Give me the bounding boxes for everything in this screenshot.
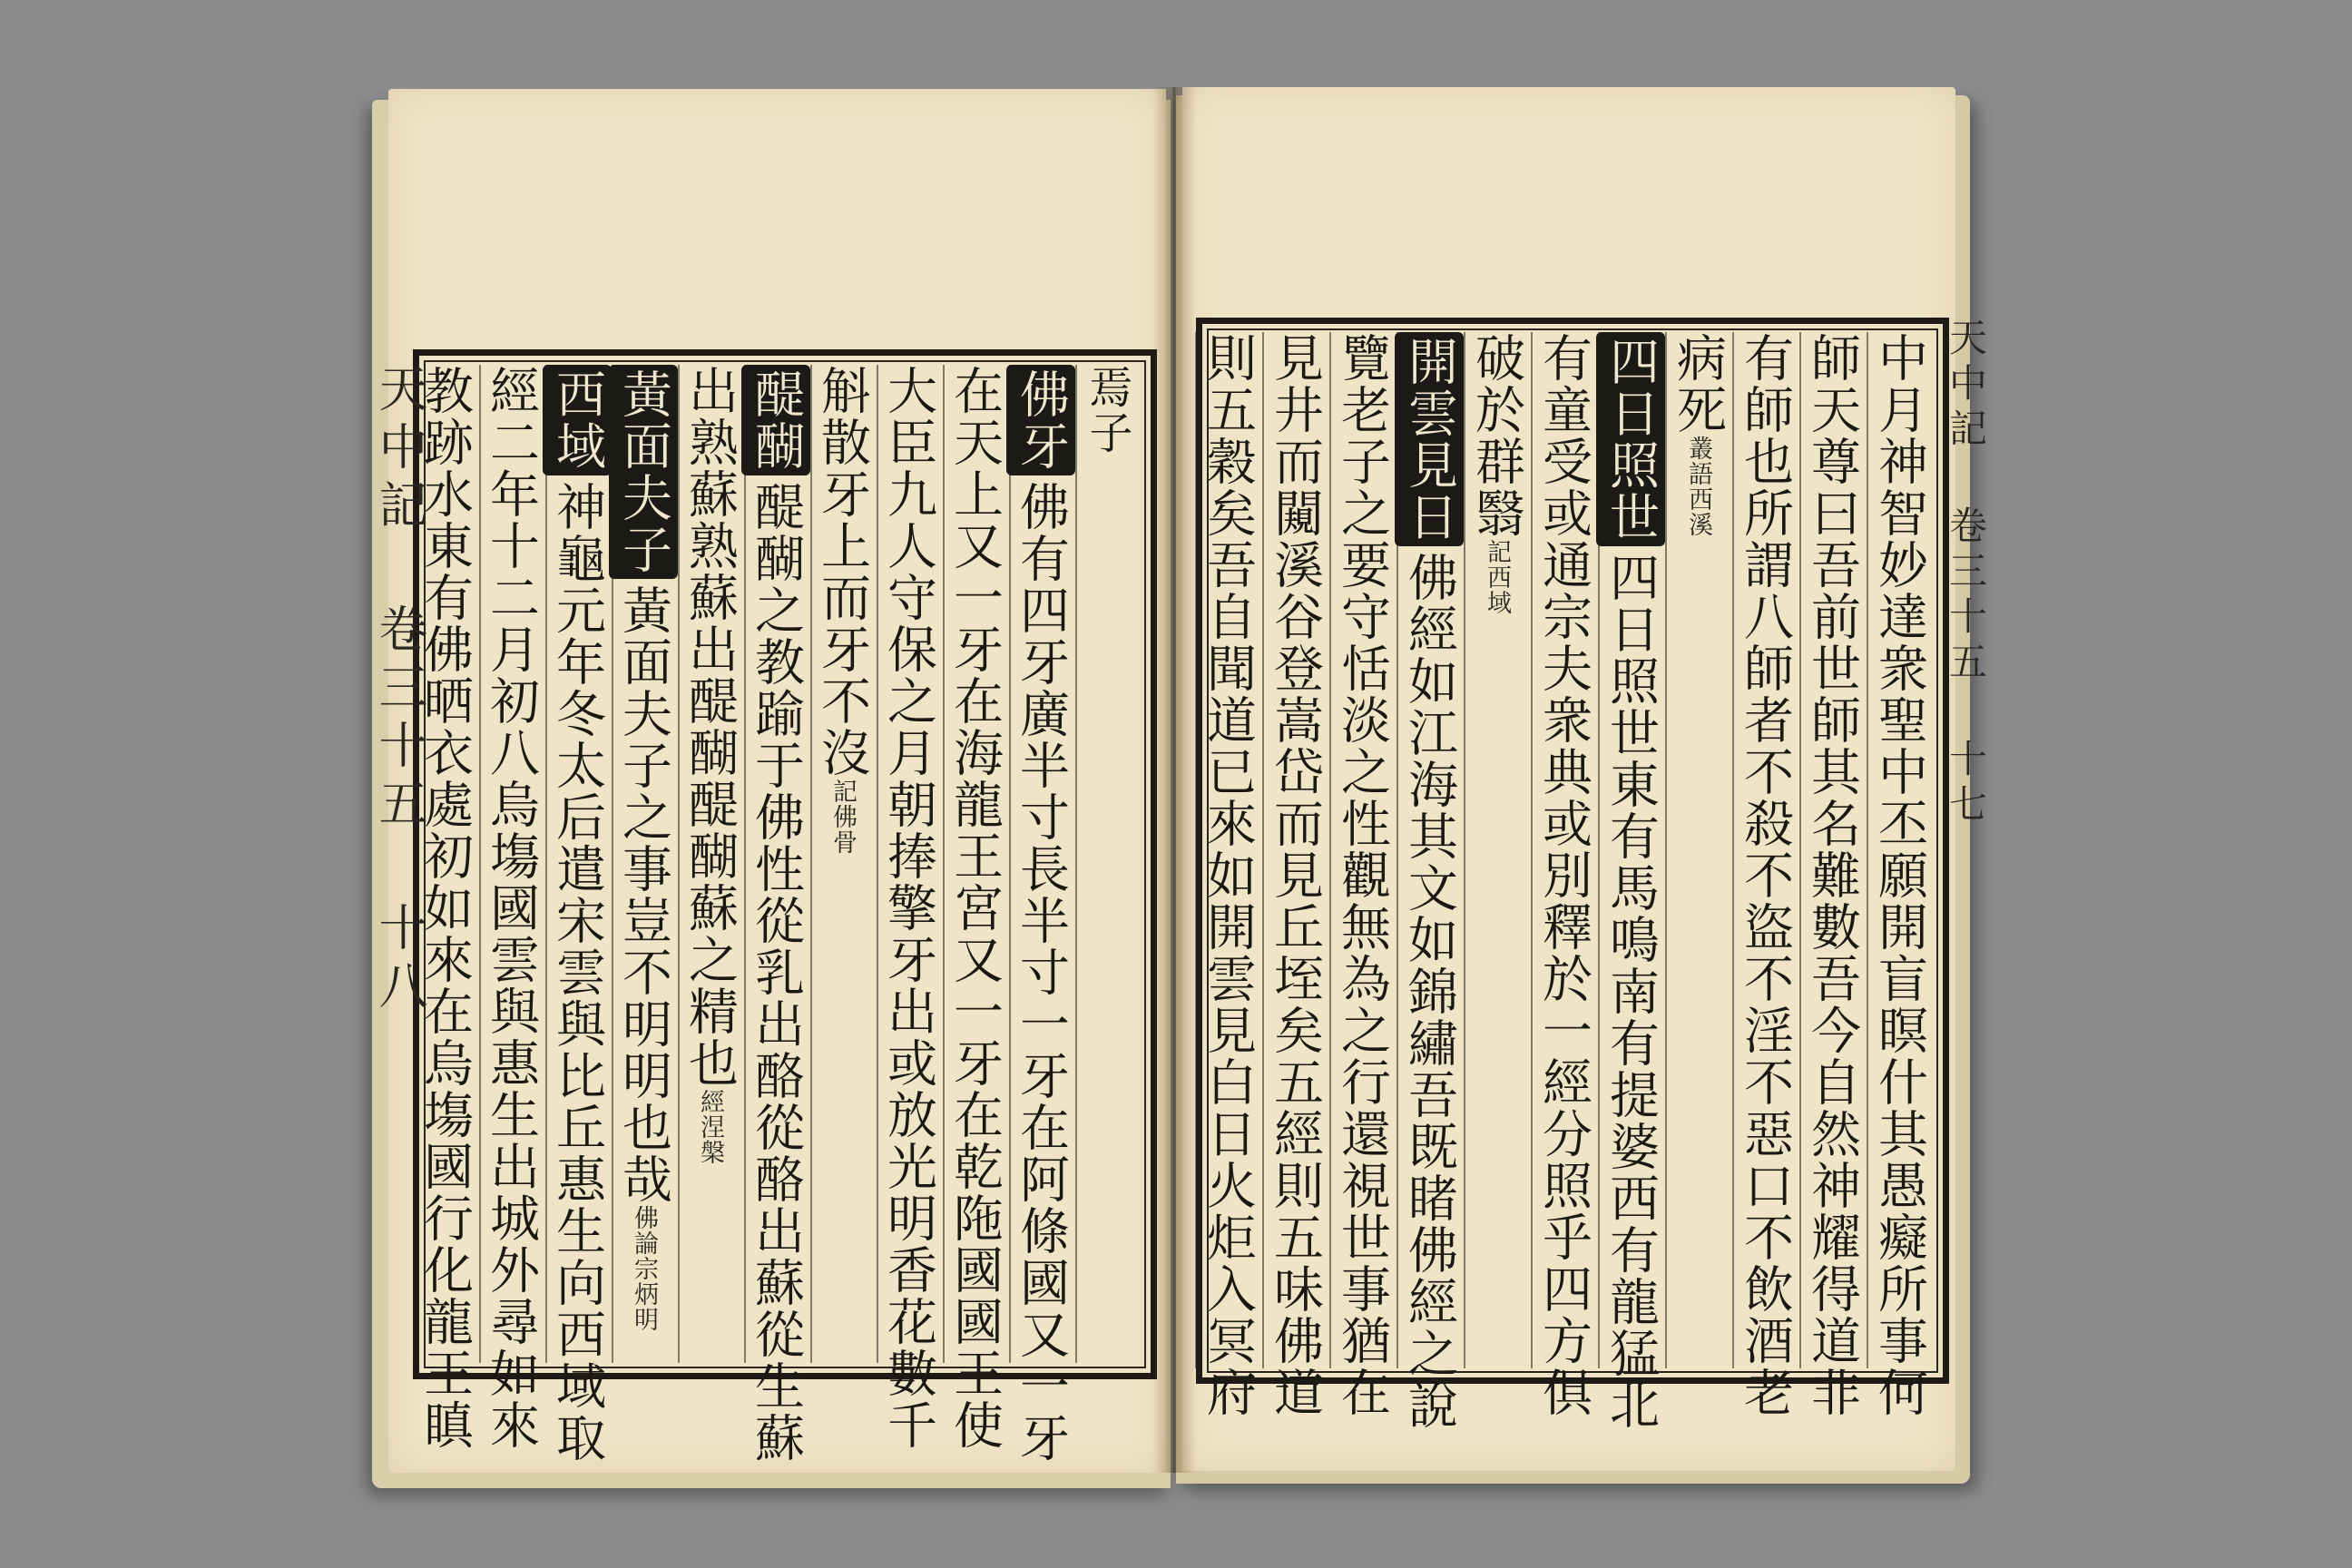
text-column bbox=[1531, 332, 1598, 1418]
column-text: 有童受或通宗夫衆典或別釋於一經分照乎四方俱 bbox=[1534, 332, 1592, 1418]
column-text: 出熟蘇熟蘇出醍醐醍醐蘇之精也 bbox=[681, 365, 739, 1089]
column-text: 大臣九人守保之月朝捧擎牙出或放光明香花數千 bbox=[879, 365, 937, 1451]
text-column bbox=[612, 365, 678, 1363]
text-column bbox=[1732, 332, 1799, 1418]
column-text: 經二年十二月初八烏塲國雲與惠生出城外尋如來 bbox=[482, 365, 540, 1451]
text-column bbox=[1262, 332, 1329, 1418]
text-column bbox=[678, 365, 744, 1363]
right-text-block bbox=[1199, 332, 1934, 1431]
text-column bbox=[1464, 332, 1531, 1368]
column-text: 焉子 bbox=[1082, 365, 1132, 456]
column-text: 中月神智妙達衆聖中丕願開盲瞑什其愚癡所事何 bbox=[1870, 332, 1928, 1418]
heading-tag: 西域 bbox=[543, 365, 612, 475]
column-text: 覽老子之要守恬淡之性觀無為之行還視世事猶在 bbox=[1333, 332, 1391, 1418]
text-column bbox=[877, 365, 943, 1451]
text-column bbox=[413, 365, 479, 1451]
column-text: 四日照世東有馬鳴南有提婆西有龍猛北 bbox=[1602, 552, 1660, 1431]
column-text: 見井而闚溪谷登嵩岱而見丘垤矣五經則五味佛道 bbox=[1266, 332, 1324, 1418]
heading-tag: 開雲見日 bbox=[1395, 332, 1464, 546]
left-edge-text: 天中記 卷三十五 十八 bbox=[371, 363, 428, 1018]
left-text-block bbox=[416, 365, 1142, 1464]
text-column bbox=[1195, 332, 1262, 1418]
heading-tag: 醍醐 bbox=[741, 365, 810, 475]
right-fore-edge-title bbox=[1942, 318, 1991, 1388]
column-text: 教跡水東有佛晒衣處初如來在烏塲國行化龍王瞋 bbox=[416, 365, 474, 1451]
text-column bbox=[1598, 332, 1665, 1431]
text-column bbox=[1329, 332, 1396, 1418]
column-text: 黃面夫子之事豈不明明也哉 bbox=[614, 584, 672, 1205]
text-column bbox=[1396, 332, 1464, 1431]
column-text: 有師也所謂八師者不殺不盜不淫不惡口不飲酒老 bbox=[1736, 332, 1794, 1418]
column-text: 破於群翳 bbox=[1467, 332, 1525, 539]
text-column bbox=[1075, 365, 1142, 1363]
text-column bbox=[744, 365, 810, 1464]
column-text: 醍醐之教踰于佛性從乳出酪從酪出蘇從生蘇 bbox=[747, 481, 805, 1464]
source-note: 叢語西溪 bbox=[1684, 436, 1712, 537]
column-text: 在天上又一牙在海龍王宮又一牙在乾陁國國王使 bbox=[946, 365, 1004, 1451]
column-text: 病死 bbox=[1669, 332, 1727, 436]
source-note: 記佛骨 bbox=[828, 779, 857, 855]
source-note: 經涅槃 bbox=[696, 1089, 724, 1165]
column-text: 神龜元年冬太后遣宋雲與比丘惠生向西域取 bbox=[548, 481, 606, 1464]
left-columns bbox=[413, 365, 1142, 1464]
text-column bbox=[1799, 332, 1867, 1418]
column-text: 則五穀矣吾自聞道已來如開雲見白日火炬入冥府 bbox=[1199, 332, 1257, 1418]
text-column bbox=[1009, 365, 1075, 1464]
text-column bbox=[1665, 332, 1732, 1368]
column-text: 佛經如江海其文如錦繡吾既睹佛經之說 bbox=[1400, 552, 1458, 1431]
heading-tag: 四日照世 bbox=[1596, 332, 1665, 546]
source-note: 記西域 bbox=[1483, 539, 1511, 615]
right-edge-text: 天中記 卷三十五 十七 bbox=[1944, 318, 1988, 829]
heading-tag: 佛牙 bbox=[1006, 365, 1075, 475]
column-text: 斛散牙上而牙不沒 bbox=[813, 365, 871, 779]
column-text: 佛有四牙廣半寸長半寸一牙在阿條國又一牙 bbox=[1012, 481, 1070, 1464]
right-columns bbox=[1195, 332, 1934, 1431]
text-column bbox=[479, 365, 545, 1451]
column-text: 師天尊曰吾前世師其名難數吾今自然神耀得道非 bbox=[1803, 332, 1861, 1418]
text-column bbox=[545, 365, 612, 1464]
text-column bbox=[1867, 332, 1934, 1418]
source-note: 佛論宗炳明 bbox=[630, 1205, 658, 1332]
text-column bbox=[810, 365, 877, 1363]
book-gutter bbox=[1152, 87, 1196, 1473]
heading-tag: 黃面夫子 bbox=[609, 365, 678, 579]
text-column bbox=[943, 365, 1009, 1451]
